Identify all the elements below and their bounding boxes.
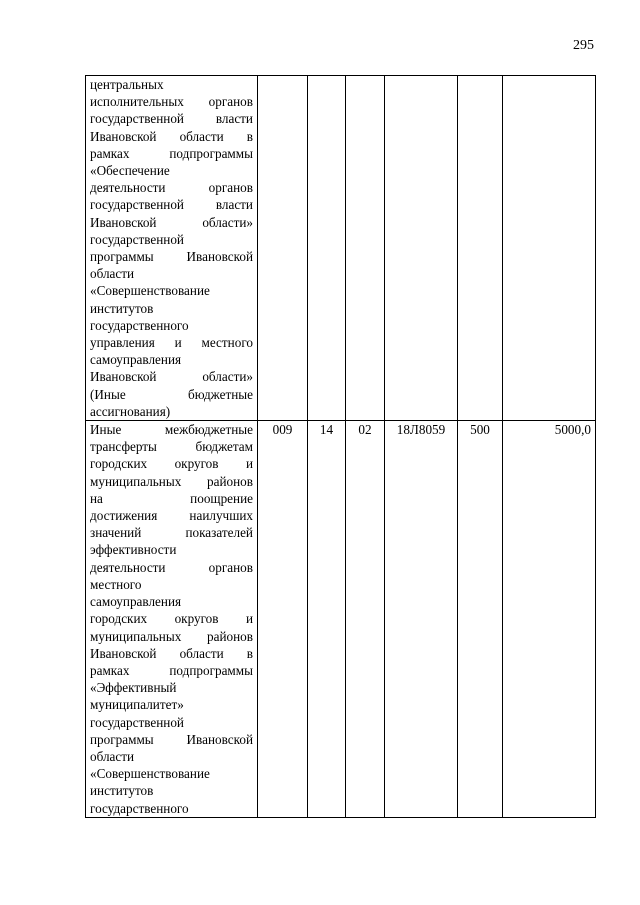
description-line: программы Ивановской — [90, 249, 253, 265]
table-row — [86, 76, 596, 421]
description-line: рамках подпрограммы — [90, 662, 253, 678]
description-cell — [86, 421, 258, 818]
description-line: «Совершенствование — [90, 766, 210, 782]
budget-table — [85, 75, 596, 818]
subsection-code-cell: 02 — [346, 421, 385, 818]
amount-cell: 5000,0 — [503, 421, 596, 818]
description-line: государственной власти — [90, 111, 253, 127]
description-line: государственного — [90, 800, 189, 816]
description-line: самоуправления — [90, 352, 182, 368]
description-line: Иные межбюджетные — [90, 422, 253, 438]
description-line: эффективности — [90, 542, 177, 558]
description-line: муниципальных районов — [90, 628, 253, 644]
description-line: Ивановской области» — [90, 214, 253, 230]
description-line: городских округов и — [90, 611, 253, 627]
ministry-code-cell — [258, 76, 308, 421]
expense-type-cell — [458, 76, 503, 421]
description-line: рамках подпрограммы — [90, 145, 253, 161]
description-line: муниципальных районов — [90, 473, 253, 489]
description-line: самоуправления — [90, 594, 182, 610]
amount-cell — [503, 76, 596, 421]
description-line: ассигнования) — [90, 403, 171, 419]
description-line: трансферты бюджетам — [90, 439, 253, 455]
description-line: Ивановской области в — [90, 645, 253, 661]
description-cell — [86, 76, 258, 421]
subsection-code-cell — [346, 76, 385, 421]
description-line: государственной власти — [90, 197, 253, 213]
ministry-code-cell: 009 — [258, 421, 308, 818]
description-line: государственной — [90, 231, 184, 247]
description-line: программы Ивановской — [90, 731, 253, 747]
description-line: «Совершенствование — [90, 283, 210, 299]
target-article-cell: 18Л8059 — [385, 421, 458, 818]
description-line: на поощрение — [90, 490, 253, 506]
description-line: исполнительных органов — [90, 94, 253, 110]
description-line: местного — [90, 576, 142, 592]
section-code-cell — [308, 76, 346, 421]
description-line: деятельности органов — [90, 180, 253, 196]
description-line: городских округов и — [90, 456, 253, 472]
section-code-cell: 14 — [308, 421, 346, 818]
description-line: центральных — [90, 77, 164, 92]
description-line: достижения наилучших — [90, 508, 253, 524]
description-line: государственного — [90, 317, 189, 333]
description-line: области — [90, 266, 135, 282]
description-line: деятельности органов — [90, 559, 253, 575]
description-line: государственной — [90, 714, 184, 730]
target-article-cell — [385, 76, 458, 421]
description-line: значений показателей — [90, 525, 253, 541]
description-line: Ивановской области в — [90, 128, 253, 144]
description-line: «Эффективный — [90, 680, 177, 696]
expense-type-cell: 500 — [458, 421, 503, 818]
description-line: муниципалитет» — [90, 697, 184, 713]
page-number: 295 — [573, 38, 594, 53]
table-row — [86, 421, 596, 818]
description-line: институтов — [90, 300, 154, 316]
description-line: институтов — [90, 783, 154, 799]
description-line: управления и местного — [90, 335, 253, 351]
description-line: Ивановской области» — [90, 369, 253, 385]
description-line: (Иные бюджетные — [90, 386, 253, 402]
description-line: «Обеспечение — [90, 163, 170, 179]
description-line: области — [90, 748, 135, 764]
